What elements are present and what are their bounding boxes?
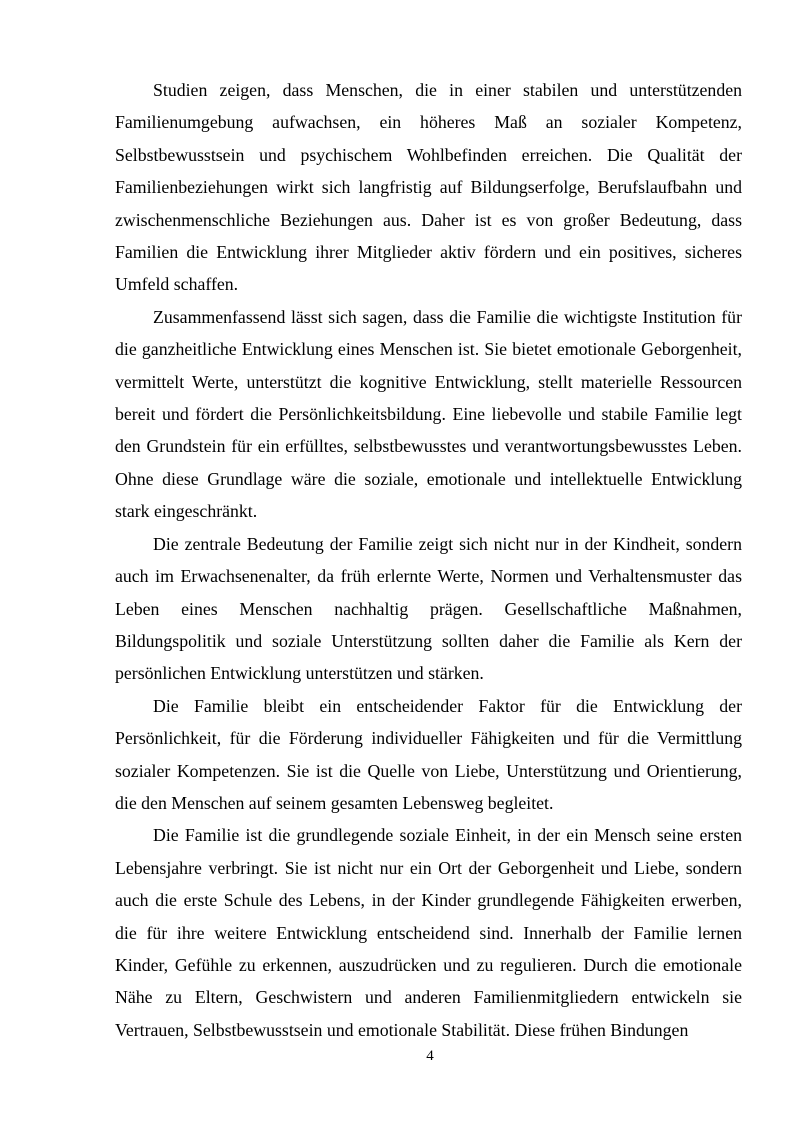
paragraph-5: Die Familie ist die grundlegende soziale Einheit, in der ein Mensch seine ersten Lebensjahre verbringt. Sie ist nicht nur ein Ort der Geborgenheit und Liebe, sondern auch die erste Schule des Lebens, in der Kinder grundlegende Fähigkeiten erwerben, die für ihre weitere Entwicklung entscheidend sind. Innerhalb der Familie lernen Kinder, Gefühle zu erkennen, auszudrücken und zu regulieren. Durch die emotionale Nähe zu Eltern, Geschwistern und anderen Familienmitgliedern entwickeln sie Vertrauen, Selbstbewusstsein und emotionale Stabilität. Diese frühen Bindungen [115, 825, 742, 1040]
paragraph-4: Die Familie bleibt ein entscheidender Faktor für die Entwicklung der Persönlichkeit, für die Förderung individueller Fähigkeiten und für die Vermittlung sozialer Kompetenzen. Sie ist die Quelle von Liebe, Unterstützung und Orientierung, die den Menschen auf seinem gesamten Lebensweg begleitet. [115, 695, 742, 813]
paragraph-2: Zusammenfassend lässt sich sagen, dass die Familie die wichtigste Institution für die ganzheitliche Entwicklung eines Menschen ist. Sie bietet emotionale Geborgenheit, vermittelt Werte, unterstützt die kognitive Entwicklung, stellt materielle Ressourcen bereit und fördert die Persönlichkeitsbildung. Eine liebevolle und stabile Familie legt den Grundstein für ein erfülltes, selbstbewusstes und verantwortungsbewusstes Leben. Ohne diese Grundlage wäre die soziale, emotionale und intellektuelle Entwicklung stark eingeschränkt. [115, 306, 742, 522]
paragraph-3: Die zentrale Bedeutung der Familie zeigt sich nicht nur in der Kindheit, sondern auch im Erwachsenenalter, da früh erlernte Werte, Normen und Verhaltensmuster das Leben eines Menschen nachhaltig prägen. Gesellschaftliche Maßnahmen, Bildungspolitik und soziale Unterstützung sollten daher die Familie als Kern der persönlichen Entwicklung unterstützen und stärken. [115, 533, 742, 684]
page-number: 4 [426, 1048, 434, 1064]
paragraph-1: Studien zeigen, dass Menschen, die in einer stabilen und unterstützenden Familienumgebung aufwachsen, ein höheres Maß an sozialer Kompetenz, Selbstbewusstsein und psychischem Wohlbefinden erreichen. Die Qualität der Familienbeziehungen wirkt sich langfristig auf Bildungserfolge, Berufslaufbahn und zwischenmenschliche Beziehungen aus. Daher ist es von großer Bedeutung, dass Familien die Entwicklung ihrer Mitglieder aktiv fördern und ein positives, sicheres Umfeld schaffen. [115, 80, 742, 295]
document-page [115, 74, 742, 1046]
